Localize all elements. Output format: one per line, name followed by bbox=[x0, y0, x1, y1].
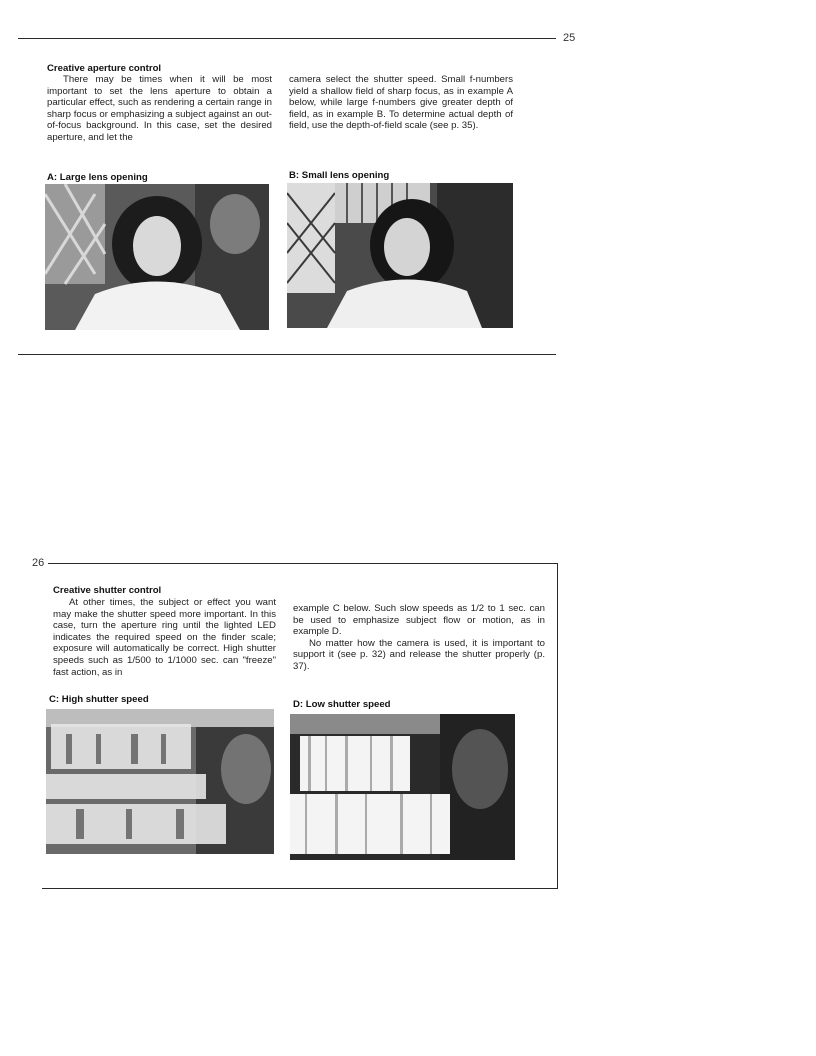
top-rule bbox=[18, 38, 556, 39]
shutter-right-paragraph-1: example C below. Such slow speeds as 1/2 to 1 sec. can be used to emphasize subject flow or motion, as in example D. bbox=[293, 603, 545, 638]
photo-c-caption: C: High shutter speed bbox=[49, 694, 149, 705]
aperture-right-paragraph: camera select the shutter speed. Small f-numbers yield a shallow field of sharp focus, as in example A below, while large f-numbers give greater depth of field, as in example B. To determine actual depth of field, use the depth-of-field scale (see p. 35). bbox=[289, 74, 513, 132]
photo-b-caption: B: Small lens opening bbox=[289, 170, 390, 181]
photo-c-high-shutter-speed bbox=[46, 709, 274, 854]
shutter-left-column bbox=[53, 597, 276, 678]
aperture-left-column bbox=[47, 74, 272, 144]
shutter-left-paragraph: At other times, the subject or effect you want may make the shutter speed more important. In this case, turn the aperture ring until the lighted LED indicates the required speed on the finder scale; exposure will automatically be correct. High shutter speeds such as 1/500 to 1/1000 sec. can "freeze" fast action, as in bbox=[53, 597, 276, 678]
page-number-26: 26 bbox=[32, 557, 45, 569]
bottom-right-rule bbox=[557, 563, 558, 889]
photo-d-low-shutter-speed bbox=[290, 714, 515, 860]
top-bottom-rule bbox=[18, 354, 556, 355]
shutter-right-column bbox=[293, 603, 545, 673]
aperture-heading: Creative aperture control bbox=[47, 63, 162, 74]
shutter-right-paragraph-2: No matter how the camera is used, it is important to support it (see p. 32) and release the shutter properly (p. 37). bbox=[293, 637, 545, 672]
aperture-left-paragraph: There may be times when it will be most important to set the lens aperture to obtain a particular effect, such as rendering a certain range in sharp focus or emphasizing a subject against an out-of-focus background. In this case, set the desired aperture, and let the bbox=[47, 74, 272, 143]
page-number-25: 25 bbox=[563, 32, 576, 44]
photo-d-caption: D: Low shutter speed bbox=[293, 699, 391, 710]
bottom-top-rule bbox=[48, 563, 558, 564]
shutter-heading: Creative shutter control bbox=[53, 585, 162, 596]
photo-a-caption: A: Large lens opening bbox=[47, 172, 148, 183]
aperture-right-column bbox=[289, 74, 513, 132]
bottom-bottom-rule bbox=[42, 888, 558, 889]
photo-a-large-lens-opening bbox=[45, 184, 269, 330]
photo-b-small-lens-opening bbox=[287, 183, 513, 328]
